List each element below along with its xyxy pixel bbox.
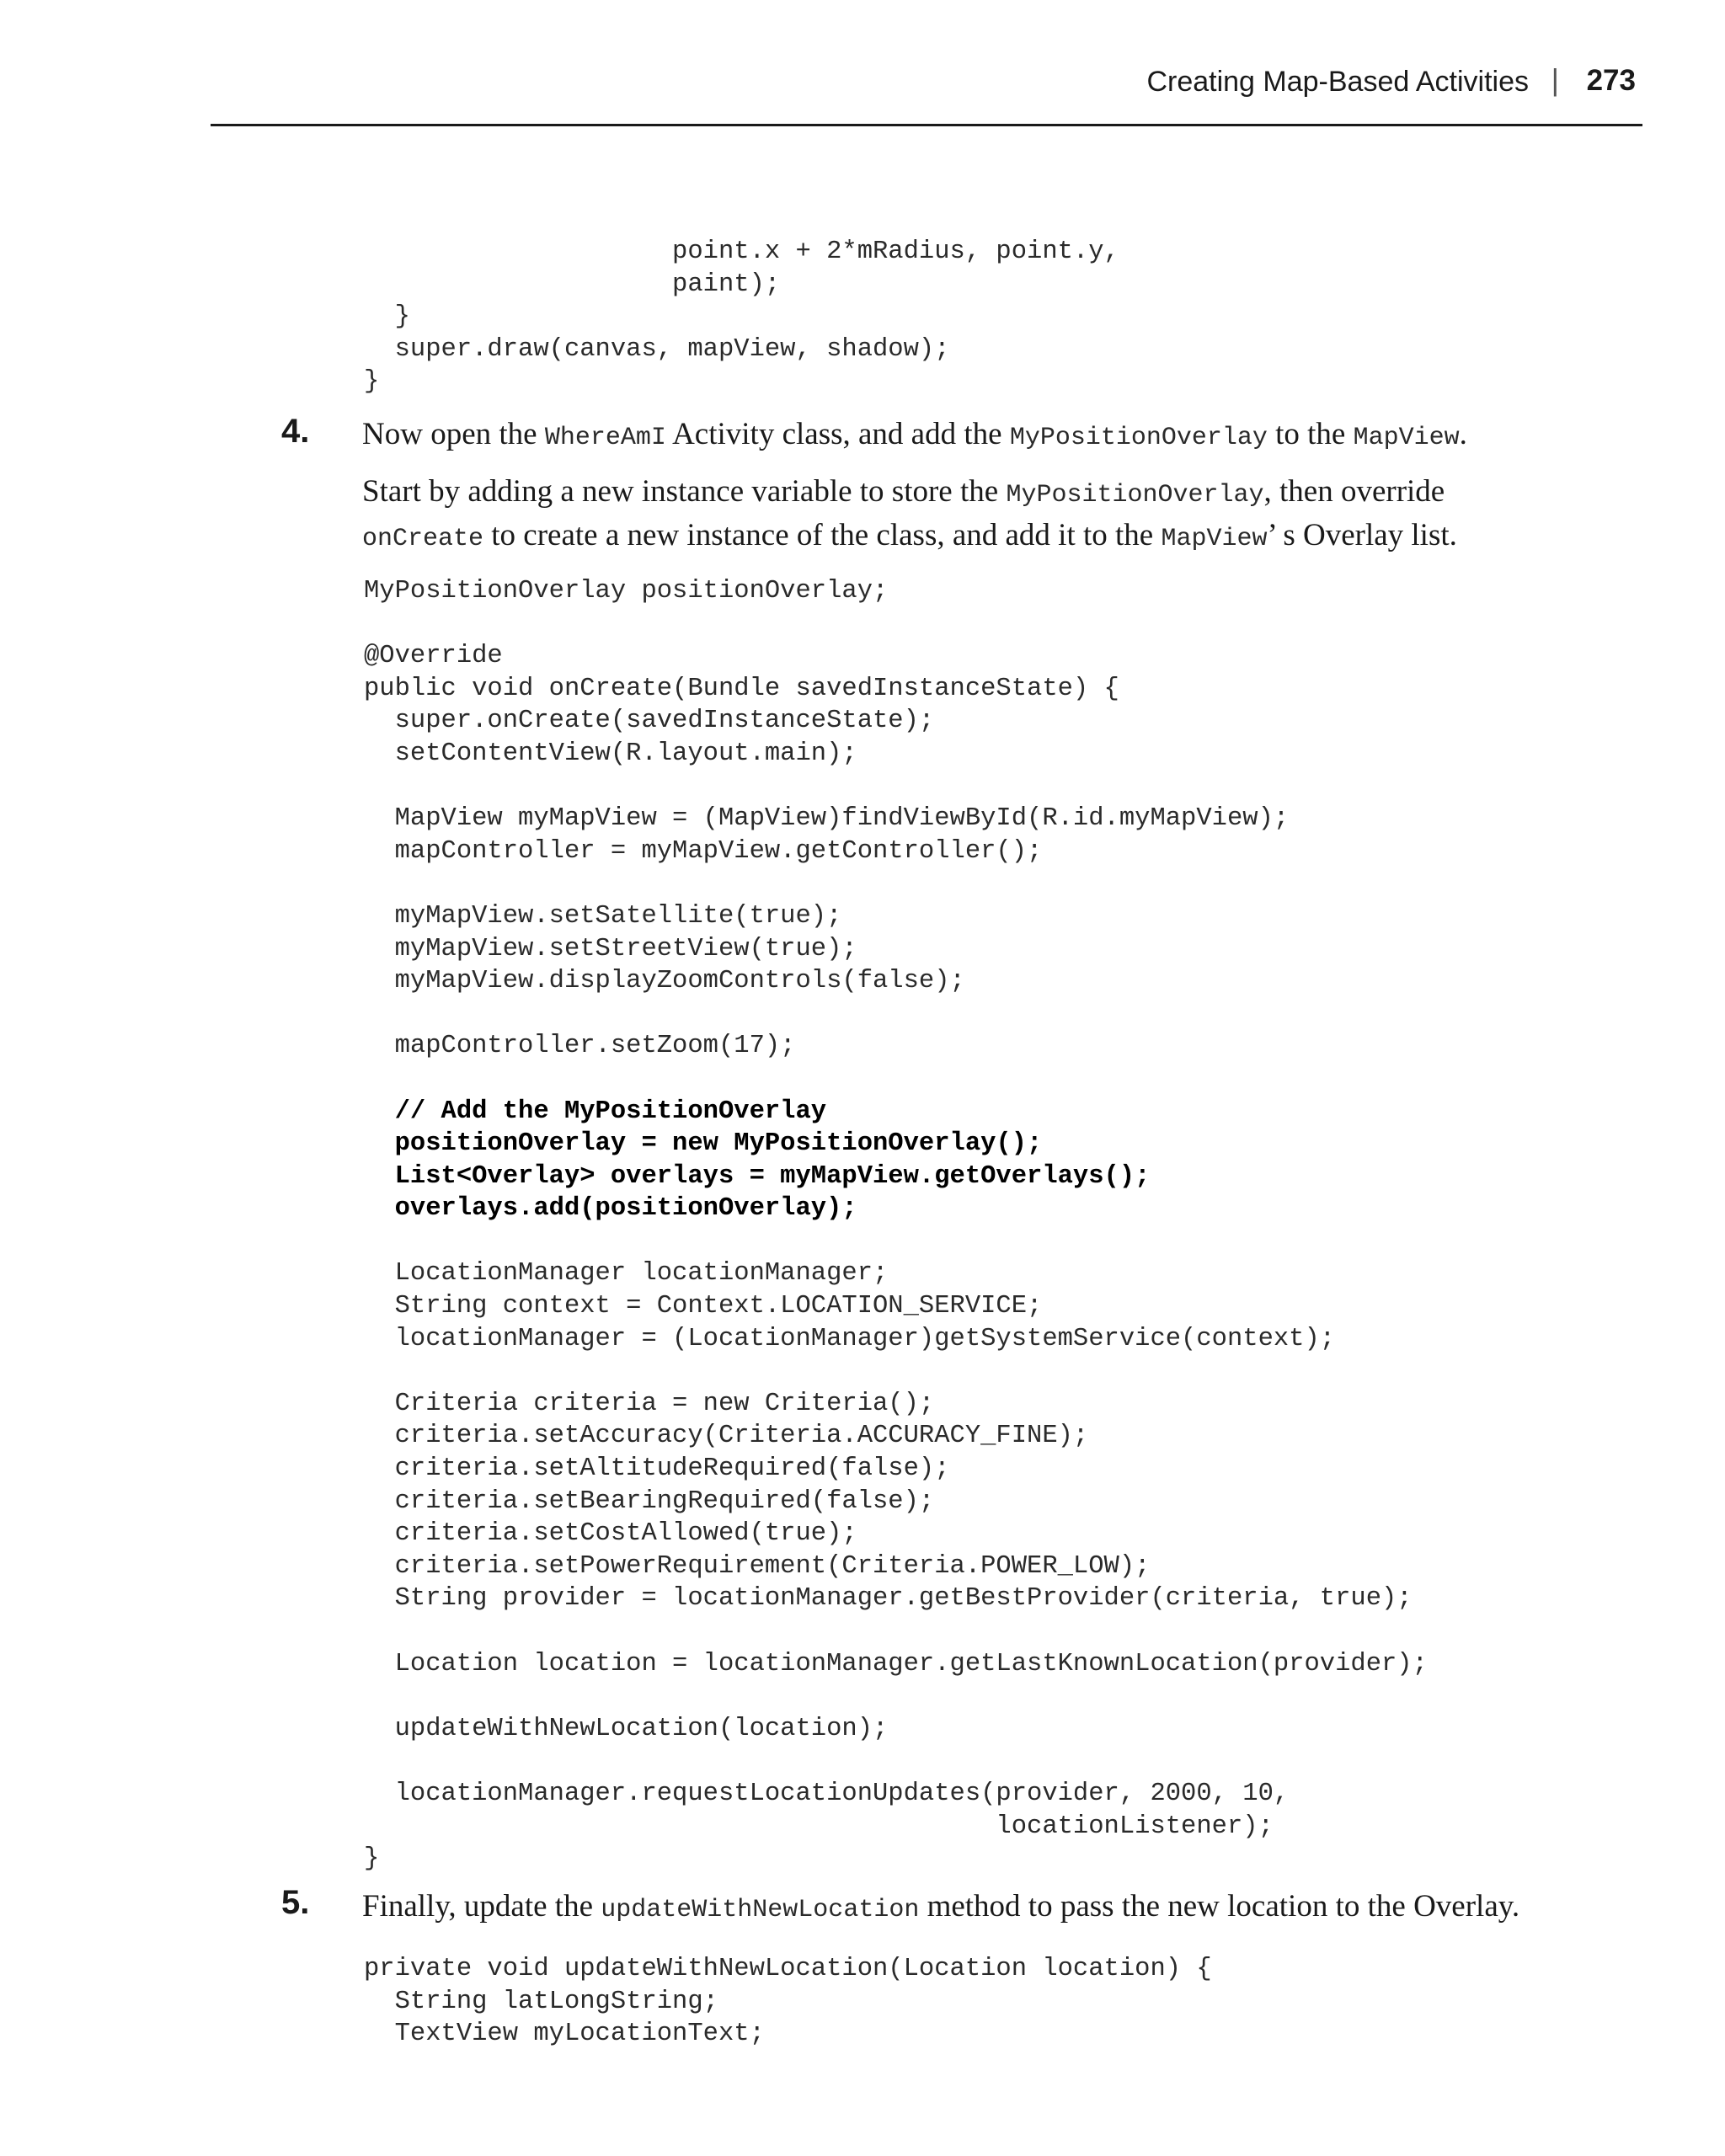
code-line: } bbox=[364, 302, 410, 332]
header-separator: | bbox=[1551, 62, 1559, 97]
step-number-4: 4. bbox=[281, 413, 310, 450]
page-header bbox=[211, 59, 1642, 126]
inline-code: MapView bbox=[1353, 424, 1460, 452]
code-line: String context = Context.LOCATION_SERVICE; bbox=[364, 1292, 1043, 1321]
step-4-detail: Start by adding a new instance variable to store the MyPositionOverlay, then override onCreate to create a new instance of the class, and add it to the MapView’ s Overlay list. bbox=[362, 474, 1457, 553]
code-line: public void onCreate(Bundle savedInstanceState) { bbox=[364, 674, 1119, 703]
code-line: Criteria criteria = new Criteria(); bbox=[364, 1389, 935, 1418]
code-line bbox=[364, 1680, 1428, 1713]
code-line bbox=[364, 1063, 1428, 1096]
code-line: MyPositionOverlay positionOverlay; bbox=[364, 577, 889, 606]
code-block-1 bbox=[364, 236, 1119, 398]
code-line: super.onCreate(savedInstanceState); bbox=[364, 707, 935, 736]
step-number-5: 5. bbox=[281, 1884, 310, 1921]
inline-code: updateWithNewLocation bbox=[601, 1896, 920, 1924]
code-line: criteria.setAccuracy(Criteria.ACCURACY_FINE); bbox=[364, 1422, 1089, 1451]
code-line: locationListener); bbox=[364, 1812, 1274, 1841]
inline-code: onCreate bbox=[362, 525, 484, 553]
code-line: mapController = myMapView.getController(); bbox=[364, 836, 1043, 866]
code-line bbox=[364, 998, 1428, 1031]
code-line bbox=[364, 1615, 1428, 1648]
inline-code: MapView bbox=[1161, 525, 1268, 553]
code-line bbox=[364, 1225, 1428, 1258]
code-line: } bbox=[364, 1844, 380, 1874]
code-line: TextView myLocationText; bbox=[364, 2020, 765, 2049]
code-line: List<Overlay> overlays = myMapView.getOverlays(); bbox=[364, 1161, 1151, 1191]
code-line: criteria.setPowerRequirement(Criteria.POWER_LOW); bbox=[364, 1551, 1151, 1581]
code-line: paint); bbox=[364, 270, 781, 299]
code-block-3 bbox=[364, 1953, 1212, 2051]
code-line: MapView myMapView = (MapView)findViewById(R.id.myMapView); bbox=[364, 804, 1290, 834]
inline-code: MyPositionOverlay bbox=[1009, 424, 1268, 452]
code-line bbox=[364, 1355, 1428, 1388]
code-line: updateWithNewLocation(location); bbox=[364, 1714, 889, 1743]
code-line: } bbox=[364, 367, 380, 397]
code-line: private void updateWithNewLocation(Location location) { bbox=[364, 1955, 1212, 1983]
code-line: myMapView.setSatellite(true); bbox=[364, 901, 842, 931]
code-line bbox=[364, 608, 1428, 641]
code-line: setContentView(R.layout.main); bbox=[364, 739, 857, 768]
code-line: criteria.setCostAllowed(true); bbox=[364, 1519, 857, 1549]
code-line: mapController.setZoom(17); bbox=[364, 1032, 796, 1061]
page-number: 273 bbox=[1586, 64, 1636, 97]
code-line: Location location = locationManager.getLastKnownLocation(provider); bbox=[364, 1649, 1428, 1678]
running-head-title: Creating Map-Based Activities bbox=[1146, 66, 1529, 98]
code-line: locationManager.requestLocationUpdates(provider, 2000, 10, bbox=[364, 1779, 1290, 1808]
code-line: overlays.add(positionOverlay); bbox=[364, 1194, 857, 1224]
code-line: myMapView.displayZoomControls(false); bbox=[364, 967, 965, 996]
code-line bbox=[364, 867, 1428, 900]
inline-code: WhereAmI bbox=[544, 424, 666, 452]
step-4-instruction: Now open the WhereAmI Activity class, and add the MyPositionOverlay to the MapView. bbox=[362, 417, 1467, 452]
inline-code: MyPositionOverlay bbox=[1006, 481, 1264, 510]
code-line: LocationManager locationManager; bbox=[364, 1259, 889, 1289]
code-line: criteria.setBearingRequired(false); bbox=[364, 1486, 935, 1516]
code-block-2 bbox=[364, 575, 1428, 1876]
code-line: String latLongString; bbox=[364, 1987, 718, 2016]
code-line: String provider = locationManager.getBestProvider(criteria, true); bbox=[364, 1584, 1413, 1614]
code-line: @Override bbox=[364, 642, 503, 671]
step-5-instruction: Finally, update the updateWithNewLocation method to pass the new location to the Overlay. bbox=[362, 1889, 1520, 1924]
code-line: myMapView.setStreetView(true); bbox=[364, 934, 857, 963]
code-line: positionOverlay = new MyPositionOverlay(); bbox=[364, 1129, 1043, 1159]
code-line: super.draw(canvas, mapView, shadow); bbox=[364, 334, 950, 364]
code-line bbox=[364, 1745, 1428, 1778]
code-line bbox=[364, 771, 1428, 803]
code-line: point.x + 2*mRadius, point.y, bbox=[364, 237, 1119, 266]
code-line: // Add the MyPositionOverlay bbox=[364, 1097, 827, 1126]
code-line: locationManager = (LocationManager)getSystemService(context); bbox=[364, 1324, 1336, 1353]
code-line: criteria.setAltitudeRequired(false); bbox=[364, 1454, 950, 1484]
